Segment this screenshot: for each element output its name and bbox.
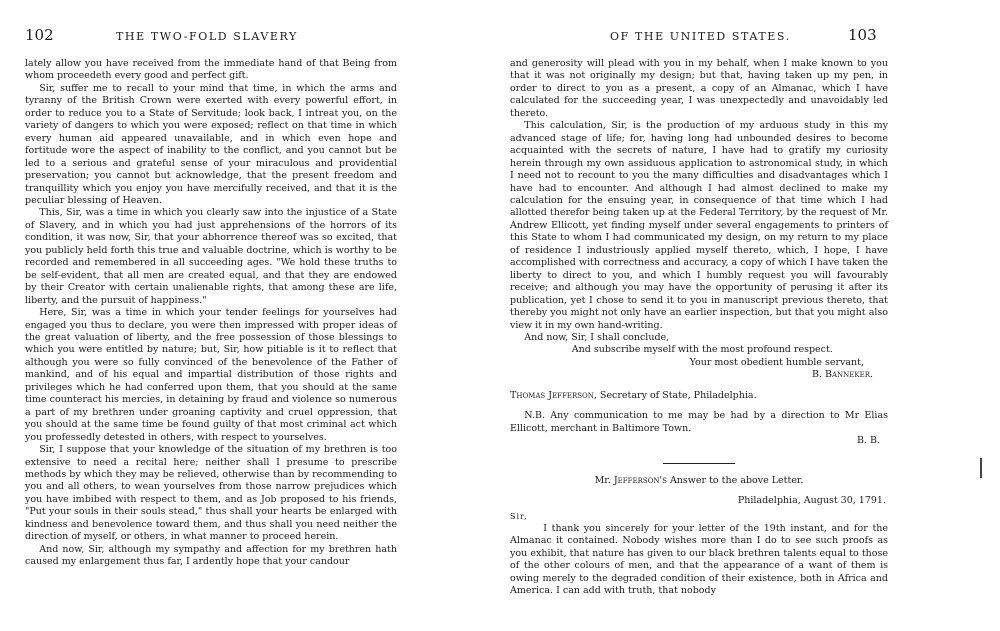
closing-line: And subscribe myself with the most profound respect. (571, 344, 833, 356)
answer-heading: Mr. Jefferson's Answer to the above Letter. (594, 474, 804, 486)
paragraph: This calculation, Sir, is the production of my arduous study in this my advanced stage of life; for, having long had unbounded desires to become acquainted with the secrets of nature, I have had to gratify my curiosity herein through my own assiduous application to astronomical study, in which I need not to recount to you the many difficulties and disadvantages which I have had to encounter. And although I had almost declined to make my calculation for the ensuing year, in consequence of that time which I had allotted therefor being taken up at the Federal Territory, by the request of Mr. Andrew Ellicott, yet finding myself under several engagements to printers of this State to whom I had communicated my design, on my return to my place of residence I industriously applied myself thereto, which, I hope, I have accomplished with correctness and accuracy, a copy of which I have taken the liberty to direct to you, and which I humbly request you will favourably receive; and although you may have the opportunity of perusing it after its publication, yet I chose to send it to you in manuscript previous thereto, that thereby you might not only have an earlier inspection, but that you might also view it in my own hand-writing. (510, 120, 888, 331)
left-running-head: THE TWO-FOLD SLAVERY (116, 30, 298, 43)
nota-bene-initials: B. B. (856, 435, 880, 447)
closing-line: Your most obedient humble servant, (689, 356, 864, 368)
paragraph: lately allow you have received from the immediate hand of that Being from whom proceedeth every good and perfect gift. (25, 58, 397, 82)
right-page-number: 103 (848, 26, 877, 44)
right-page (500, 0, 1000, 631)
paragraph: and generosity will plead with you in my behalf, when I make known to you that it was not originally my design; but that, having taken up my pen, in order to direct to you as a present, a copy of an Almanac, which I have calculated for the succeeding year, I was unexpectedly and unavoidably led thereto. (510, 58, 888, 119)
page-edge-mark (980, 458, 982, 478)
left-page-number: 102 (25, 26, 54, 44)
paragraph: And now, Sir, although my sympathy and affection for my brethren hath caused my enlargement thus far, I ardently hope that your candour (25, 543, 397, 568)
right-running-head: OF THE UNITED STATES. (610, 30, 791, 43)
right-page-body (510, 58, 888, 598)
signature: B. Banneker. (811, 369, 873, 381)
closing-line: And now, Sir, I shall conclude, (524, 331, 670, 343)
dateline: Philadelphia, August 30, 1791. (737, 495, 886, 507)
salutation: Sir, (510, 511, 528, 521)
answer-heading-name: Jefferson's (613, 474, 667, 486)
paragraph: Sir, I suppose that your knowledge of the situation of my brethren is too extensive to need a recital here; neither shall I presume to prescribe methods by which they may be relieved, otherwise than by recommending to you and all others, to wean yourselves from those narrow prejudices which you have imbibed with respect to them, and as Job proposed to his friends, "Put your souls in their souls stead," thus shall your hearts be enlarged with kindness and benevolence toward them, and thus shall you need neither the direction of myself, or others, in what manner to proceed herein. (25, 444, 397, 543)
answer-paragraph: I thank you sincerely for your letter of the 19th instant, and for the Almanac it contained. Nobody wishes more than I do to see such proofs as you exhibit, that nature has given to our black brethren talents equal to those of the other colours of men, and that the appearance of a want of them is owing merely to the degraded condition of their existence, both in Africa and America. I can add with truth, that nobody (510, 522, 888, 597)
section-divider (663, 463, 735, 464)
paragraph: Sir, suffer me to recall to your mind that time, in which the arms and tyranny of the British Crown were exerted with every powerful effort, in order to reduce you to a State of Servitude; look back, I intreat you, on the variety of dangers to which you were exposed; reflect on that time in which every human aid appeared unavailable, and in which even hope and fortitude wore the aspect of inability to the conflict, and you cannot but be led to a serious and grateful sense of your miraculous and providential preservation; you cannot but acknowledge, that the present freedom and tranquillity which you enjoy you have mercifully received, and that it is the peculiar blessing of Heaven. (25, 82, 397, 206)
addressee-line (510, 390, 888, 402)
left-page-body (25, 58, 397, 569)
paragraph: Here, Sir, was a time in which your tender feelings for yourselves had engaged you thus to declare, you were then impressed with proper ideas of the great valuation of liberty, and the free possession of those blessings to which you were entitled by nature; but, Sir, how pitiable is it to reflect that although you were so fully convinced of the benevolence of the Father of mankind, and of his equal and impartial distribution of those rights and privileges which he had conferred upon them, that you should at the same time counteract his mercies, in detaining by fraud and violence so numerous a part of my brethren under groaning captivity and cruel oppression, that you should at the same time be found guilty of that most criminal act which you professedly detested in others, with respect to yourselves. (25, 307, 397, 443)
nota-bene: N.B. Any communication to me may be had by a direction to Mr Elias Ellicott, merchant in Baltimore Town. (510, 410, 888, 434)
addressee-name: Thomas Jefferson (510, 389, 594, 401)
paragraph: This, Sir, was a time in which you clearly saw into the injustice of a State of Slavery, and in which you had just apprehensions of the horrors of its condition, it was now, Sir, that your abhorrence thereof was so excited, that you publicly held forth this true and valuable doctrine, which is worthy to be recorded and remembered in all succeeding ages. "We hold these truths to be self-evident, that all men are created equal, and that they are endowed by their Creator with certain unalienable rights, that among these are life, liberty, and the pursuit of happiness." (25, 207, 397, 306)
addressee-rest: , Secretary of State, Philadelphia. (593, 389, 757, 401)
